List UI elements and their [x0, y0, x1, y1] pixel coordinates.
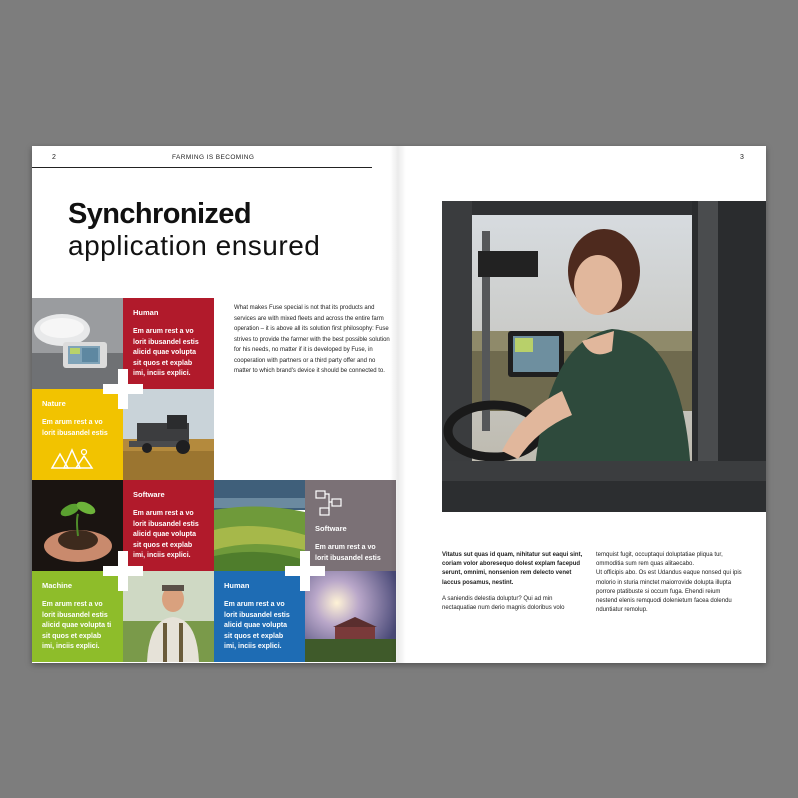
running-head: FARMING IS BECOMING [172, 154, 255, 161]
plus-icon [103, 551, 143, 591]
tile-text: Em arum rest a vo lorit ibusandel estis [315, 544, 381, 562]
tile-title: Human [133, 308, 159, 317]
left-page [32, 146, 398, 663]
tile-title: Nature [42, 399, 66, 408]
tile-text: Em arum rest a vo lorit ibusandel estis alicid quae volupta sit quos et explab imi, inciis explici. [133, 328, 199, 377]
tile-title: Human [224, 581, 250, 590]
tile-text: Em arum rest a vo lorit ibusandel estis alicid quae volupta sit quos et explab imi, inciis explici. [133, 510, 199, 559]
network-icon [315, 490, 343, 516]
landscape-icon [50, 446, 94, 470]
page-title [68, 198, 320, 262]
tile-text: Em arum rest a vo lorit ibusandel estis alicid quae volupta ti sit quos et explab imi, inciis explici. [42, 601, 112, 650]
body-column-1 [442, 551, 588, 620]
tile-text: Em arum rest a vo lorit ibusandel estis alicid quae volupta sit quos et explab imi, inciis explici. [224, 601, 290, 650]
right-page [398, 146, 766, 663]
tile-title: Software [133, 490, 165, 499]
intro-text: What makes Fuse special is not that its products and services are with mixed fleets and across the entire farm operation – it is above all its solution first philosophy: Fuse strives to provide the farmer with the best possible solution for his needs, no matter if it is developed by Fuse, in cooperation with partners or a third party offer and no matter to which brand's device it should be connected to. [234, 305, 390, 374]
tile-title: Software [315, 524, 347, 533]
page-number-right: 3 [740, 154, 744, 161]
header-rule [32, 167, 372, 168]
spine-shadow [390, 146, 406, 663]
page-number-left: 2 [52, 154, 56, 161]
tile-title: Machine [42, 581, 73, 590]
brochure-spread [32, 146, 766, 663]
body-paragraph: temquist fugit, occuptaqui doluptatiae pliqua tur, ommoditia sum rem quas alitaecabo. [596, 552, 723, 568]
body-paragraph: Ut officipis abo. Os est Udandus eaque nonsed qui ipis molorio in sturia minctet maiorrovide dolupta illupta porrore ptatibuste si occum fuga. Ehendi reium nestend elenis remquodi dolenietum facea dolendu nduntiatur remolup. [596, 570, 742, 614]
title-light: application ensured [68, 230, 321, 261]
body-paragraph: A saniendis delestia doluptur? Qui ad min nectaquatiae num derio magnis doloribus volo [442, 595, 565, 612]
tile-text: Em arum rest a vo lorit ibusandel estis [42, 419, 108, 437]
tractor-driver-photo [442, 201, 766, 512]
body-column-2 [596, 551, 742, 622]
title-bold: Synchronized [68, 198, 251, 230]
lead-paragraph: Vitatus sut quas id quam, nihitatur sut eaqui sint, coriam volor aboresequo dolest explam facepud serunt, omnimi, nonsenion rem delecto venet laccus posamus, nestint. [442, 552, 583, 586]
plus-icon [103, 369, 143, 409]
plus-icon [285, 551, 325, 591]
